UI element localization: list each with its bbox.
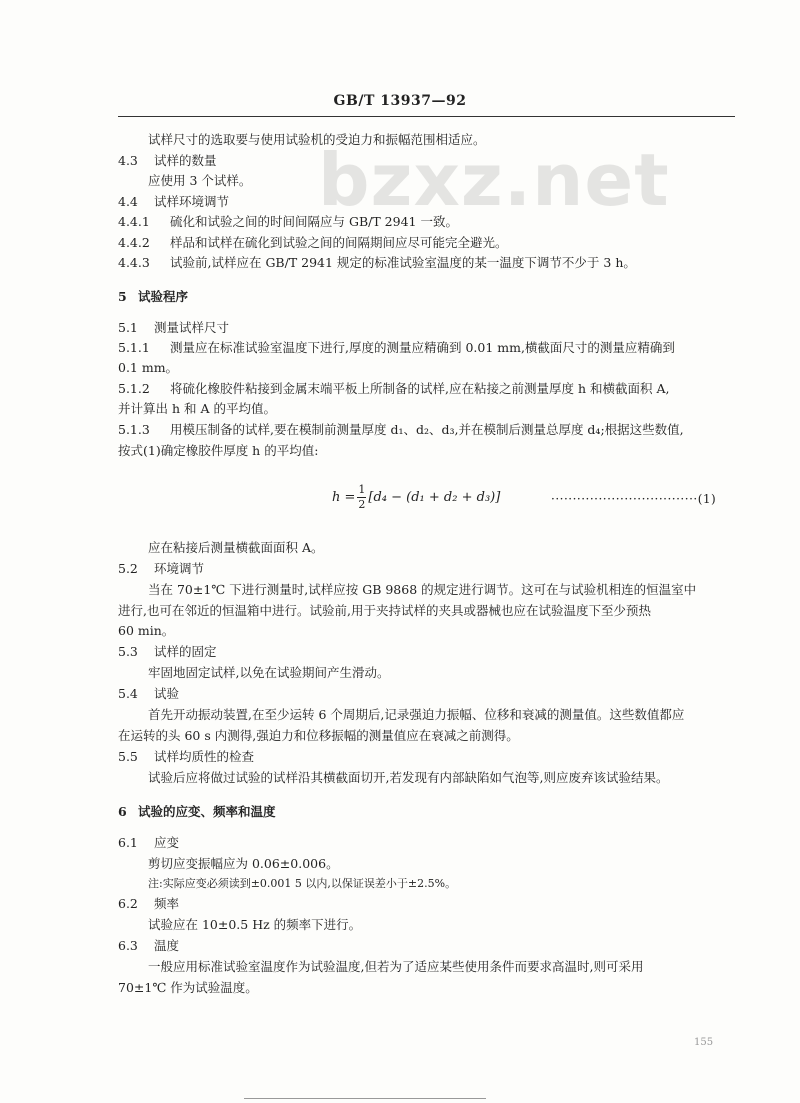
text-line: 70±1℃ 作为试验温度。 <box>118 980 258 995</box>
text-line: 首先开动振动装置,在至少运转 6 个周期后,记录强迫力振幅、位移和衰减的测量值。这些数值都应 <box>148 707 685 722</box>
section-heading: 5.1 测量试样尺寸 <box>118 320 230 335</box>
clause-line: 4.4.2 样品和试样在硫化到试验之间的间隔期间应尽可能完全避光。 <box>118 235 508 250</box>
scan-artifact-line <box>244 1098 486 1099</box>
formula-1 <box>332 484 500 511</box>
formula-fraction: $\frac{1}{2}$ <box>358 483 366 511</box>
equation-number: (1) <box>697 492 717 506</box>
header-rule <box>118 116 735 117</box>
section-heading: 5.4 试验 <box>118 686 180 701</box>
section-heading: 6.1 应变 <box>118 835 180 850</box>
text-line: 按式(1)确定橡胶件厚度 h 的平均值: <box>118 443 319 458</box>
text-line: 并计算出 h 和 A 的平均值。 <box>118 401 276 416</box>
section-heading: 4.3 试样的数量 <box>118 153 217 168</box>
text-line: 牢固地固定试样,以免在试验期间产生滑动。 <box>148 665 390 680</box>
text-line: 试验后应将做过试验的试样沿其横截面切开,若发现有内部缺陷如气泡等,则应废弃该试验结果。 <box>148 770 669 785</box>
text-line: 试样尺寸的选取要与使用试验机的受迫力和振幅范围相适应。 <box>148 132 486 147</box>
watermark: bzxz.net <box>318 138 670 222</box>
text-line: 0.1 mm。 <box>118 360 179 375</box>
clause-line: 4.4.3 试验前,试样应在 GB/T 2941 规定的标准试验室温度的某一温度下调节不少于 3 h。 <box>118 255 636 270</box>
page-header: GB/T 13937—92 <box>333 93 467 109</box>
text-line: 当在 70±1℃ 下进行测量时,试样应按 GB 9868 的规定进行调节。这可在与试验机相连的恒温室中 <box>148 582 697 597</box>
section-heading: 6.3 温度 <box>118 938 180 953</box>
section-heading: 5.5 试样均质性的检查 <box>118 749 255 764</box>
clause-line: 4.4.1 硫化和试验之间的时间间隔应与 GB/T 2941 一致。 <box>118 214 458 229</box>
text-line: 应使用 3 个试样。 <box>148 173 252 188</box>
chapter-heading: 5 试验程序 <box>118 289 189 304</box>
text-line: 一般应用标准试验室温度作为试验温度,但若为了适应某些使用条件而要求高温时,则可采用 <box>148 959 644 974</box>
text-line: 应在粘接后测量横截面面积 A。 <box>148 540 324 555</box>
formula-leader: ··································(1) <box>551 492 717 506</box>
text-line: 进行,也可在邻近的恒温箱中进行。试验前,用于夹持试样的夹具或器械也应在试验温度下至少预热 <box>118 603 651 618</box>
text-line: 试验应在 10±0.5 Hz 的频率下进行。 <box>148 917 362 932</box>
clause-line: 5.1.1 测量应在标准试验室温度下进行,厚度的测量应精确到 0.01 mm,横截面尺寸的测量应精确到 <box>118 340 675 355</box>
note-line: 注:实际应变必须读到±0.001 5 以内,以保证误差小于±2.5%。 <box>148 877 457 890</box>
text-line: 剪切应变振幅应为 0.06±0.006。 <box>148 856 339 871</box>
section-heading: 5.2 环境调节 <box>118 561 205 576</box>
text-line: 60 min。 <box>118 623 175 638</box>
section-heading: 6.2 频率 <box>118 896 180 911</box>
clause-line: 5.1.3 用模压制备的试样,要在模制前测量厚度 d₁、d₂、d₃,并在模制后测量总厚度 d₄;根据这些数值, <box>118 422 684 437</box>
clause-line: 5.1.2 将硫化橡胶件粘接到金属末端平板上所制备的试样,应在粘接之前测量厚度 h 和横截面积 A, <box>118 381 670 396</box>
chapter-heading: 6 试验的应变、频率和温度 <box>118 804 276 819</box>
section-heading: 4.4 试样环境调节 <box>118 194 230 209</box>
formula-lhs: h = <box>332 490 356 505</box>
text-line: 在运转的头 60 s 内测得,强迫力和位移振幅的测量值应在衰减之前测得。 <box>118 728 519 743</box>
page-number: 155 <box>694 1037 714 1048</box>
formula-rhs: [d₄ − (d₁ + d₂ + d₃)] <box>368 490 501 505</box>
section-heading: 5.3 试样的固定 <box>118 644 217 659</box>
